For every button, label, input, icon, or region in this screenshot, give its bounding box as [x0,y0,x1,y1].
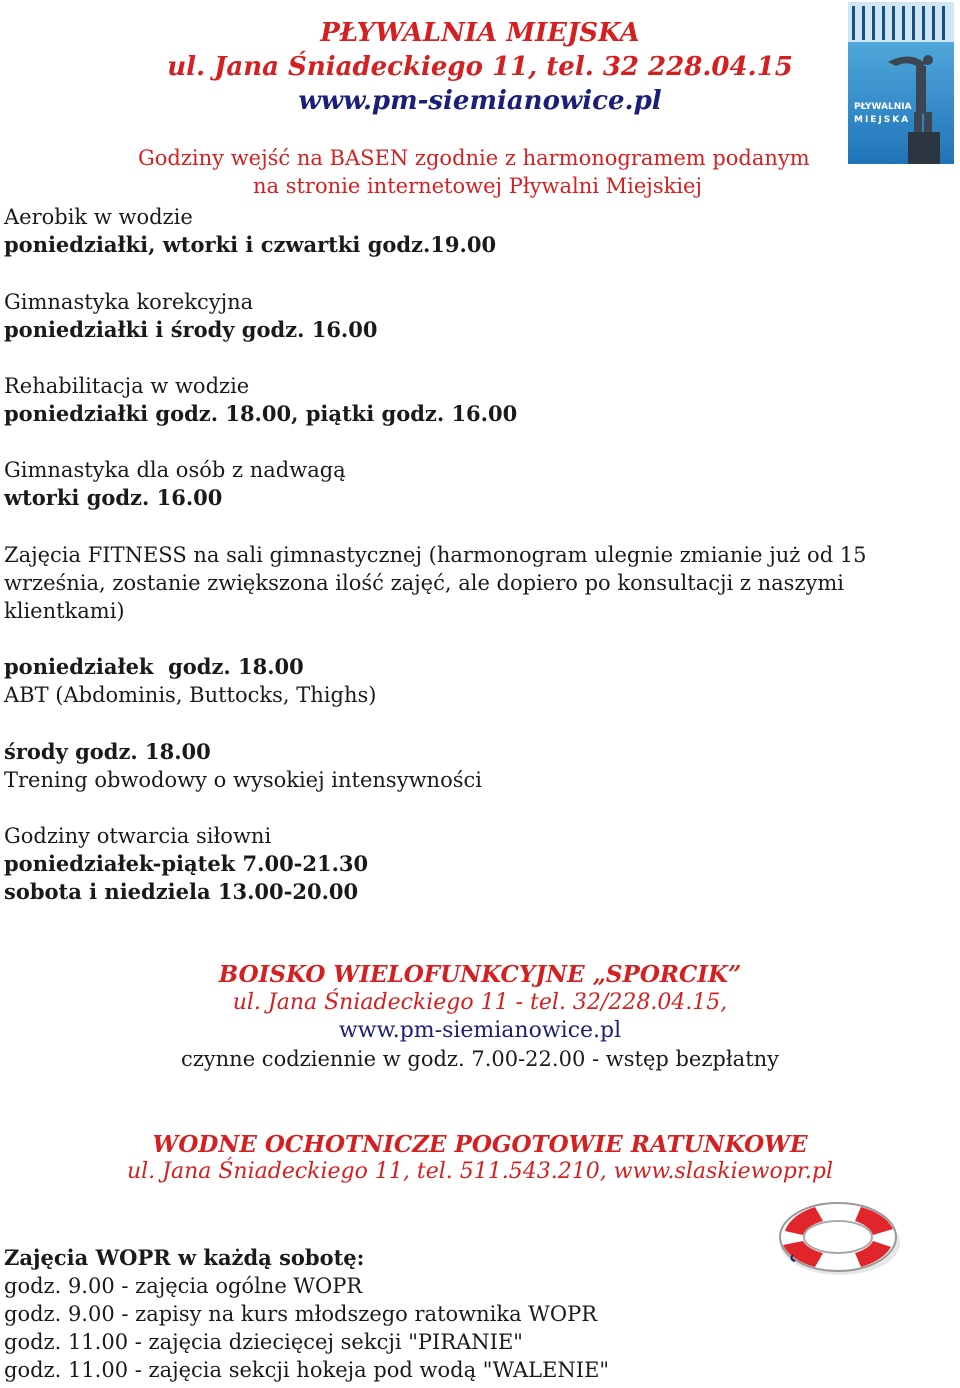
gym-weekdays: poniedziałek-piątek 7.00-21.30 [4,851,369,876]
pool-diver-logo-icon [848,2,954,164]
fitness-session-time: poniedziałek godz. 18.00 [4,654,304,679]
class-schedule: poniedziałki, wtorki i czwartki godz.19.00 [4,232,497,257]
fitness-session-time: środy godz. 18.00 [4,739,211,764]
class-schedule: poniedziałki godz. 18.00, piątki godz. 16.00 [4,401,518,426]
pool-logo-line2: MIEJSKA [854,115,911,125]
wopr-item: godz. 9.00 - zapisy na kurs młodszego ratownika WOPR [4,1302,598,1326]
class-name: Aerobik w wodzie [4,205,193,229]
pool-note-line2: na stronie internetowej Pływalni Miejskiej [253,174,702,198]
pool-logo-line1: PŁYWALNIA [854,102,912,112]
boisko-hours: czynne codziennie w godz. 7.00-22.00 - wstęp bezpłatny [180,1047,780,1071]
lifebuoy [775,1195,905,1280]
boisko-address: ul. Jana Śniadeckiego 11 - tel. 32/228.04.15, [232,990,728,1015]
pool-logo [848,2,954,164]
wopr-item: godz. 11.00 - zajęcia sekcji hokeja pod wodą "WALENIE" [4,1358,610,1382]
lifebuoy-icon [775,1195,905,1280]
boisko-title: BOISKO WIELOFUNKCYJNE „SPORCIK” [218,961,742,988]
pool-title: PŁYWALNIA MIEJSKA [320,18,640,48]
pool-note-line1: Godziny wejść na BASEN zgodnie z harmonogramem podanym [138,146,810,170]
wopr-item: godz. 11.00 - zajęcia dziecięcej sekcji "PIRANIE" [4,1330,523,1354]
pool-address: ul. Jana Śniadeckiego 11, tel. 32 228.04.15 [167,52,793,82]
gym-weekend: sobota i niedziela 13.00-20.00 [4,879,359,904]
wopr-saturday-heading: Zajęcia WOPR w każdą sobotę: [4,1245,365,1270]
wopr-item: godz. 9.00 - zajęcia ogólne WOPR [4,1274,363,1298]
fitness-session-name: Trening obwodowy o wysokiej intensywności [4,768,482,792]
wopr-title: WODNE OCHOTNICZE POGOTOWIE RATUNKOWE [152,1131,808,1158]
pool-website-link[interactable]: www.pm-siemianowice.pl [298,86,662,116]
wopr-address: ul. Jana Śniadeckiego 11, tel. 511.543.210, www.slaskiewopr.pl [126,1159,834,1184]
class-schedule: wtorki godz. 16.00 [4,485,223,510]
fitness-intro-line2: września, zostanie zwiększona ilość zajęć, ale dopiero po konsultacji z naszymi [4,571,844,595]
class-schedule: poniedziałki i środy godz. 16.00 [4,317,378,342]
class-name: Gimnastyka dla osób z nadwagą [4,458,346,482]
fitness-intro-line3: klientkami) [4,599,125,623]
gym-label: Godziny otwarcia siłowni [4,824,272,848]
fitness-intro-line1: Zajęcia FITNESS na sali gimnastycznej (harmonogram ulegnie zmianie już od 15 [4,543,867,567]
fitness-session-name: ABT (Abdominis, Buttocks, Thighs) [4,683,377,707]
class-name: Rehabilitacja w wodzie [4,374,250,398]
boisko-website-link[interactable]: www.pm-siemianowice.pl [338,1018,622,1043]
class-name: Gimnastyka korekcyjna [4,290,254,314]
